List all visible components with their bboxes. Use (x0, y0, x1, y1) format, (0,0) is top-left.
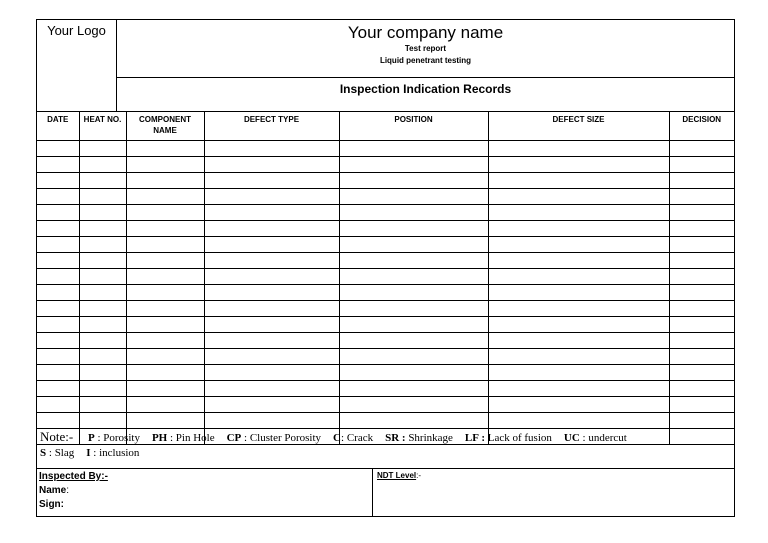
cell-position[interactable] (339, 141, 488, 157)
cell-heat[interactable] (79, 205, 126, 221)
cell-date[interactable] (37, 221, 79, 237)
defect-code: PH (151, 432, 168, 444)
table-row (37, 317, 734, 333)
defect-code-meaning: Pin Hole (175, 432, 215, 444)
cell-decision[interactable] (669, 141, 734, 157)
cell-heat[interactable] (79, 237, 126, 253)
cell-component[interactable] (126, 285, 204, 301)
table-row (37, 349, 734, 365)
defect-code-meaning: Cluster Porosity (249, 432, 322, 444)
defect-code-item (40, 447, 74, 459)
cell-component[interactable] (126, 141, 204, 157)
cell-defect-type[interactable] (204, 253, 339, 269)
cell-decision[interactable] (669, 317, 734, 333)
company-name: Your company name (347, 23, 504, 42)
cell-defect-size[interactable] (488, 285, 669, 301)
defect-code: CP (226, 432, 242, 444)
table-row (37, 381, 734, 397)
cell-defect-type[interactable] (204, 237, 339, 253)
table-row (37, 141, 734, 157)
company-header (117, 20, 734, 78)
note-lead: Note:- (40, 429, 74, 444)
cell-component[interactable] (126, 365, 204, 381)
column-header-decision: DECISION (669, 112, 734, 141)
defect-code-list (40, 432, 627, 459)
cell-date[interactable] (37, 157, 79, 173)
cell-component[interactable] (126, 237, 204, 253)
cell-component[interactable] (126, 157, 204, 173)
table-row (37, 221, 734, 237)
defect-code: I (86, 447, 91, 459)
cell-component[interactable] (126, 253, 204, 269)
cell-date[interactable] (37, 237, 79, 253)
cell-defect-size[interactable] (488, 397, 669, 413)
logo-text: Your Logo (47, 23, 106, 38)
defect-code-item (385, 432, 453, 444)
table-row (37, 285, 734, 301)
cell-date[interactable] (37, 301, 79, 317)
cell-component[interactable] (126, 269, 204, 285)
cell-decision[interactable] (669, 349, 734, 365)
cell-heat[interactable] (79, 141, 126, 157)
cell-date[interactable] (37, 189, 79, 205)
table-row (37, 397, 734, 413)
inspected-by-section (37, 469, 373, 516)
cell-defect-type[interactable] (204, 141, 339, 157)
cell-position[interactable] (339, 317, 488, 333)
name-colon: : (66, 485, 70, 496)
cell-defect-type[interactable] (204, 301, 339, 317)
cell-heat[interactable] (79, 269, 126, 285)
table-row (37, 205, 734, 221)
cell-component[interactable] (126, 205, 204, 221)
ndt-level-label: NDT Level (377, 471, 417, 480)
cell-defect-size[interactable] (488, 157, 669, 173)
defect-code-separator: : (579, 432, 589, 444)
cell-heat[interactable] (79, 285, 126, 301)
column-header-date: DATE (37, 112, 79, 141)
cell-decision[interactable] (669, 365, 734, 381)
cell-defect-type[interactable] (204, 205, 339, 221)
cell-date[interactable] (37, 381, 79, 397)
test-report-form (36, 19, 735, 517)
cell-heat[interactable] (79, 381, 126, 397)
cell-defect-size[interactable] (488, 141, 669, 157)
name-label: Name (39, 485, 67, 496)
defect-code-meaning: Slag (54, 447, 75, 459)
defect-code: LF : (464, 432, 485, 444)
cell-component[interactable] (126, 173, 204, 189)
cell-position[interactable] (339, 237, 488, 253)
logo-placeholder (37, 20, 117, 111)
cell-decision[interactable] (669, 333, 734, 349)
table-row (37, 365, 734, 381)
cell-decision[interactable] (669, 189, 734, 205)
cell-position[interactable] (339, 333, 488, 349)
column-header-component: COMPONENT NAME (126, 112, 204, 141)
table-row (37, 269, 734, 285)
column-header-defect-size: DEFECT SIZE (488, 112, 669, 141)
defect-code-item (465, 432, 552, 444)
cell-defect-size[interactable] (488, 333, 669, 349)
cell-defect-size[interactable] (488, 173, 669, 189)
cell-defect-size[interactable] (488, 269, 669, 285)
records-title: Inspection Indication Records (339, 82, 512, 96)
defect-code: S (40, 447, 47, 459)
defect-code-item (564, 432, 627, 444)
report-method: Liquid penetrant testing (379, 56, 472, 65)
defect-code-meaning: undercut (588, 432, 627, 444)
cell-defect-type[interactable] (204, 157, 339, 173)
cell-component[interactable] (126, 333, 204, 349)
cell-defect-type[interactable] (204, 173, 339, 189)
defect-code-item (86, 447, 139, 459)
cell-date[interactable] (37, 269, 79, 285)
cell-decision[interactable] (669, 173, 734, 189)
cell-heat[interactable] (79, 301, 126, 317)
table-header-row (37, 112, 734, 141)
defect-code-meaning: inclusion (99, 447, 140, 459)
cell-position[interactable] (339, 381, 488, 397)
cell-date[interactable] (37, 141, 79, 157)
cell-position[interactable] (339, 221, 488, 237)
cell-defect-size[interactable] (488, 349, 669, 365)
cell-defect-type[interactable] (204, 285, 339, 301)
inspected-by-label: Inspected By:- (39, 471, 108, 482)
defect-code-separator: : (46, 447, 55, 459)
defect-code: C (333, 432, 341, 444)
cell-decision[interactable] (669, 301, 734, 317)
cell-defect-size[interactable] (488, 301, 669, 317)
defect-code-note (37, 427, 734, 469)
cell-component[interactable] (126, 397, 204, 413)
cell-component[interactable] (126, 349, 204, 365)
cell-defect-size[interactable] (488, 365, 669, 381)
column-header-position: POSITION (339, 112, 488, 141)
cell-date[interactable] (37, 333, 79, 349)
ndt-level-suffix: :- (416, 471, 422, 480)
cell-decision[interactable] (669, 237, 734, 253)
cell-defect-type[interactable] (204, 381, 339, 397)
cell-date[interactable] (37, 397, 79, 413)
cell-position[interactable] (339, 365, 488, 381)
cell-date[interactable] (37, 317, 79, 333)
cell-decision[interactable] (669, 157, 734, 173)
cell-defect-type[interactable] (204, 317, 339, 333)
cell-defect-type[interactable] (204, 333, 339, 349)
cell-heat[interactable] (79, 365, 126, 381)
cell-defect-size[interactable] (488, 237, 669, 253)
cell-position[interactable] (339, 349, 488, 365)
table-row (37, 173, 734, 189)
report-subtitle: Test report (404, 44, 447, 53)
cell-position[interactable] (339, 157, 488, 173)
cell-decision[interactable] (669, 205, 734, 221)
defect-code-separator: : (94, 432, 104, 444)
sign-label: Sign: (39, 499, 64, 510)
table-row (37, 253, 734, 269)
table-row (37, 237, 734, 253)
cell-decision[interactable] (669, 221, 734, 237)
defect-code-item (227, 432, 321, 444)
cell-heat[interactable] (79, 189, 126, 205)
table-body (37, 141, 734, 445)
cell-position[interactable] (339, 301, 488, 317)
cell-position[interactable] (339, 205, 488, 221)
cell-date[interactable] (37, 285, 79, 301)
cell-decision[interactable] (669, 285, 734, 301)
cell-date[interactable] (37, 253, 79, 269)
column-header-heat: HEAT NO. (79, 112, 126, 141)
cell-heat[interactable] (79, 349, 126, 365)
cell-position[interactable] (339, 253, 488, 269)
cell-defect-size[interactable] (488, 381, 669, 397)
cell-defect-type[interactable] (204, 349, 339, 365)
defect-code-item (333, 432, 373, 444)
cell-heat[interactable] (79, 253, 126, 269)
cell-component[interactable] (126, 221, 204, 237)
cell-heat[interactable] (79, 157, 126, 173)
cell-decision[interactable] (669, 381, 734, 397)
cell-position[interactable] (339, 397, 488, 413)
cell-heat[interactable] (79, 317, 126, 333)
cell-position[interactable] (339, 173, 488, 189)
defect-code-separator: : (90, 447, 100, 459)
defect-code: UC (563, 432, 580, 444)
cell-date[interactable] (37, 349, 79, 365)
cell-defect-size[interactable] (488, 221, 669, 237)
ndt-level-section (373, 469, 734, 520)
cell-defect-size[interactable] (488, 189, 669, 205)
inspection-table (37, 111, 734, 445)
defect-code: P (87, 432, 95, 444)
table-row (37, 333, 734, 349)
cell-date[interactable] (37, 365, 79, 381)
defect-code-meaning: Porosity (103, 432, 140, 444)
cell-date[interactable] (37, 205, 79, 221)
table-row (37, 189, 734, 205)
defect-code-item (88, 432, 140, 444)
cell-position[interactable] (339, 189, 488, 205)
defect-code: SR : (385, 432, 406, 444)
cell-date[interactable] (37, 173, 79, 189)
defect-code-meaning: Shrinkage (408, 432, 453, 444)
cell-decision[interactable] (669, 397, 734, 413)
cell-heat[interactable] (79, 221, 126, 237)
defect-code-meaning: Lack of fusion (487, 432, 552, 444)
defect-code-separator: : (167, 432, 176, 444)
cell-component[interactable] (126, 381, 204, 397)
cell-defect-size[interactable] (488, 253, 669, 269)
defect-code-meaning: Crack (346, 432, 374, 444)
defect-code-item (152, 432, 215, 444)
cell-defect-type[interactable] (204, 269, 339, 285)
cell-defect-size[interactable] (488, 317, 669, 333)
cell-defect-type[interactable] (204, 221, 339, 237)
cell-heat[interactable] (79, 333, 126, 349)
cell-decision[interactable] (669, 269, 734, 285)
table-row (37, 301, 734, 317)
cell-component[interactable] (126, 317, 204, 333)
cell-heat[interactable] (79, 173, 126, 189)
cell-defect-size[interactable] (488, 205, 669, 221)
cell-position[interactable] (339, 285, 488, 301)
defect-code-separator: : (341, 432, 347, 444)
cell-defect-type[interactable] (204, 189, 339, 205)
cell-component[interactable] (126, 301, 204, 317)
defect-code-separator: : (241, 432, 250, 444)
cell-component[interactable] (126, 189, 204, 205)
cell-heat[interactable] (79, 397, 126, 413)
cell-defect-type[interactable] (204, 365, 339, 381)
column-header-defect-type: DEFECT TYPE (204, 112, 339, 141)
table-row (37, 157, 734, 173)
cell-position[interactable] (339, 269, 488, 285)
cell-defect-type[interactable] (204, 397, 339, 413)
cell-decision[interactable] (669, 253, 734, 269)
